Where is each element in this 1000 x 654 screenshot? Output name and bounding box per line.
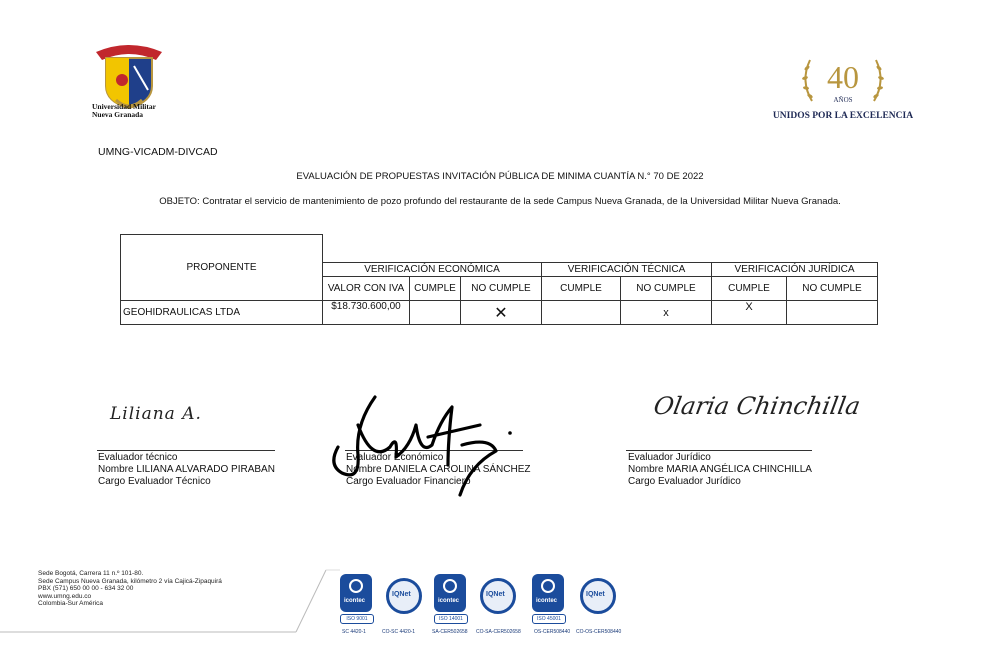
- econ-cumple-cell: [410, 301, 461, 325]
- cert-badge-label: IQNet: [486, 591, 505, 598]
- cert-badge-label: IQNet: [586, 591, 605, 598]
- object-statement: OBJETO: Contratar el servicio de mantenimiento de pozo profundo del restaurante de la sede Campus Nueva Granada, de la Universidad Militar Nueva Granada.: [159, 196, 841, 207]
- legal-evaluator-name: Nombre MARIA ANGÉLICA CHINCHILLA: [628, 464, 812, 475]
- cert-badge-label: ISO 9001: [340, 614, 374, 624]
- technical-evaluator-role: Evaluador técnico: [98, 452, 178, 463]
- financial-signature-scribble: [320, 385, 520, 505]
- signature-line-technical: [97, 450, 275, 451]
- cert-code: CO-SA-CER502658: [476, 629, 521, 635]
- cert-code: OS-CER508440: [534, 629, 571, 635]
- reference-code: UMNG-VICADM-DIVCAD: [98, 146, 218, 158]
- evaluation-table: [120, 234, 878, 325]
- economic-verification-header: VERIFICACIÓN ECONÓMICA: [323, 263, 542, 277]
- certifications-strip: [298, 566, 658, 646]
- anniversary-years-label: AÑOS: [833, 96, 853, 104]
- econ-no-cumple-header: NO CUMPLE: [461, 277, 542, 301]
- laurel-40-icon: [798, 56, 888, 106]
- jur-cumple-cell: X: [712, 301, 787, 325]
- technical-verification-header: VERIFICACIÓN TÉCNICA: [542, 263, 712, 277]
- university-name-line-2: Nueva Granada: [92, 110, 144, 119]
- icontec-iso45001-badge: icontec: [532, 574, 564, 612]
- econ-cumple-header: CUMPLE: [410, 277, 461, 301]
- anniversary-slogan: UNIDOS POR LA EXCELENCIA: [772, 111, 914, 121]
- footer-divider: [0, 566, 340, 636]
- cert-code: CO-OS-CER508440: [576, 629, 622, 635]
- iqnet-badge-icon: [386, 578, 422, 614]
- econ-no-cumple-cell: ✕: [461, 301, 542, 325]
- icontec-iso14001-badge: icontec: [434, 574, 466, 612]
- icontec-iso9001-badge: icontec: [340, 574, 372, 612]
- technical-evaluator-name: Nombre LILIANA ALVARADO PIRABAN: [98, 464, 275, 475]
- address-line: Sede Bogotá, Carrera 11 n.º 101-80.: [38, 570, 144, 577]
- university-name: [92, 103, 156, 119]
- signature-line-legal: [626, 450, 812, 451]
- signature-legal-handwriting: Olaria Chinchilla: [651, 392, 863, 420]
- anniversary-number: 40: [827, 59, 859, 95]
- tec-cumple-cell: [542, 301, 621, 325]
- cert-code: SA-CER502658: [432, 629, 468, 635]
- cert-badge-label: ISO 45001: [532, 614, 566, 624]
- jur-no-cumple-header: NO CUMPLE: [787, 277, 878, 301]
- address-line: Colombia-Sur América: [38, 600, 104, 608]
- document-title: EVALUACIÓN DE PROPUESTAS INVITACIÓN PÚBLICA DE MINIMA CUANTÍA N.° 70 DE 2022: [296, 171, 704, 182]
- legal-evaluator-role: Evaluador Jurídico: [628, 452, 711, 463]
- financial-evaluator-role: Evaluador Económico: [346, 452, 444, 463]
- financial-evaluator-name: Nombre DANIELA CAROLINA SÁNCHEZ: [346, 464, 531, 475]
- financial-evaluator-cargo: Cargo Evaluador Financiero: [346, 476, 471, 487]
- iqnet-badge-icon: [480, 578, 516, 614]
- jur-no-cumple-cell: [787, 301, 878, 325]
- proponent-header: PROPONENTE: [121, 235, 323, 301]
- university-name-line-1: Universidad Militar: [92, 102, 156, 111]
- website-link[interactable]: www.umng.edu.co: [38, 592, 92, 600]
- technical-evaluator-cargo: Cargo Evaluador Técnico: [98, 476, 211, 487]
- legal-verification-header: VERIFICACIÓN JURÍDICA: [712, 263, 878, 277]
- address-line: Sede Campus Nueva Granada, kilómetro 2 vía Cajicá-Zipaquirá: [38, 577, 222, 585]
- cert-badge-label: IQNet: [392, 591, 411, 598]
- signature-block-technical: [98, 452, 275, 488]
- proponent-name: GEOHIDRAULICAS LTDA: [121, 301, 323, 325]
- tec-cumple-header: CUMPLE: [542, 277, 621, 301]
- iqnet-badge-icon: [580, 578, 616, 614]
- cert-code: SC 4420-1: [342, 629, 366, 635]
- jur-cumple-header: CUMPLE: [712, 277, 787, 301]
- legal-evaluator-cargo: Cargo Evaluador Jurídico: [628, 476, 741, 487]
- valor-header: VALOR CON IVA: [323, 277, 410, 301]
- signature-technical-handwriting: Liliana A.: [110, 404, 202, 424]
- table-row: [121, 301, 878, 325]
- cert-code: CO-SC 4420-1: [382, 629, 416, 635]
- tec-no-cumple-header: NO CUMPLE: [621, 277, 712, 301]
- address-line: PBX (571) 650 00 00 - 634 32 00: [38, 585, 134, 593]
- signature-block-legal: [628, 452, 812, 488]
- table-spacer: [323, 235, 878, 263]
- cert-badge-label: ISO 14001: [434, 614, 468, 624]
- valor-cell: $18.730.600,00: [323, 301, 410, 325]
- tec-no-cumple-cell: x: [621, 301, 712, 325]
